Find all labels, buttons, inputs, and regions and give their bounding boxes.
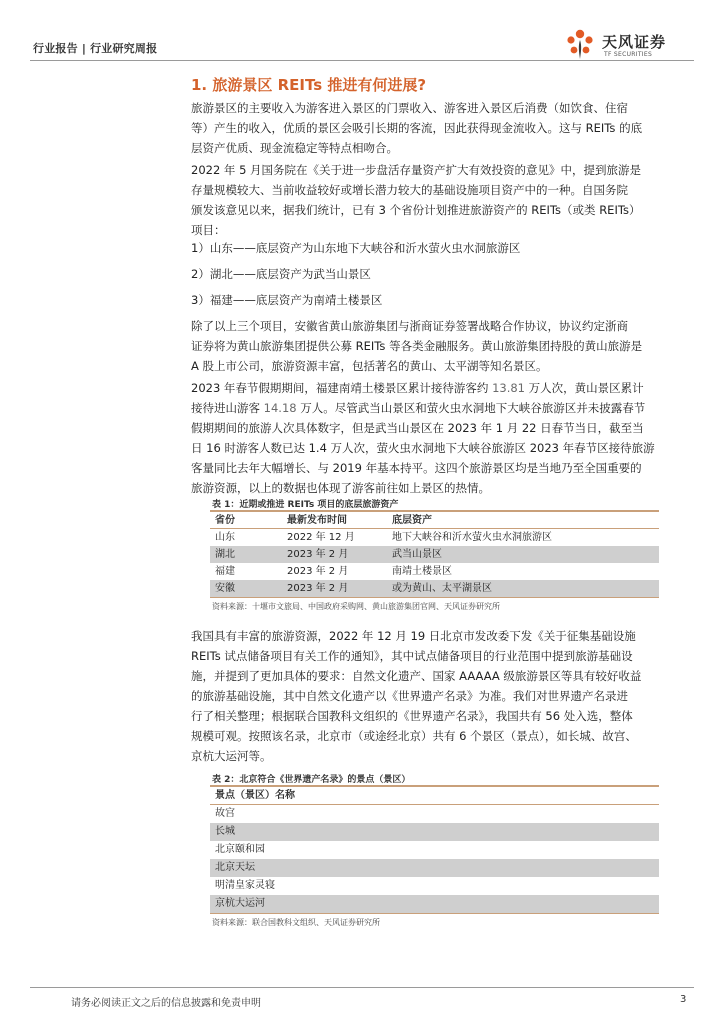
visitor-count-value: 14.18 — [263, 401, 297, 415]
list-item: 2）湖北——底层资产为武当山景区 — [191, 267, 371, 281]
list-item: 3）福建——底层资产为南靖土楼景区 — [191, 293, 383, 307]
table-row — [210, 841, 659, 859]
paragraph-beijing — [191, 626, 695, 766]
paragraph-policy — [191, 160, 695, 240]
table-row — [210, 580, 659, 597]
header-divider — [30, 60, 694, 61]
footer-divider — [30, 987, 694, 988]
text-line: 证券将为黄山旅游集团提供公募 REITs 等各类金融服务。黄山旅游集团持股的黄山旅游是 — [191, 339, 643, 353]
table-cell: 2022 年 12 月 — [287, 532, 355, 543]
paragraph-spring-festival — [191, 378, 695, 498]
text-line: 层资产优质、现金流稳定等特点相吻合。 — [191, 141, 398, 155]
text-line: 行了相关整理；根据联合国教科文组织的《世界遗产名录》，我国共有 56 处入选，整体 — [191, 709, 633, 723]
paragraph-anhui — [191, 316, 695, 376]
table-row — [210, 546, 659, 563]
text-line: 客量同比去年大幅增长、与 2019 年基本持平。这四个旅游景区均是当地乃至全国重要的 — [191, 461, 642, 475]
table-cell: 地下大峡谷和沂水萤火虫水洞旅游区 — [392, 532, 552, 543]
text-line: 施，并提到了更加具体的要求：自然文化遗产、国家 AAAAA 级旅游景区等具有较好收益 — [191, 669, 642, 683]
table-row — [210, 805, 659, 823]
text-line: 规模可观。按照该名录，北京市（或途经北京）共有 6 个景区（景点），如长城、故宫、 — [191, 729, 637, 743]
section-heading: 1. 旅游景区 REITs 推进有何进展? — [191, 76, 427, 94]
column-header: 景点（景区）名称 — [215, 790, 295, 801]
table-row — [210, 877, 659, 895]
table-row — [210, 859, 659, 877]
table-cell: 2023 年 2 月 — [287, 566, 349, 577]
text-line: 2023 年春节假期期间，福建南靖土楼景区累计接待游客约 13.81 万人次，黄山景区累计 — [191, 381, 644, 395]
table-cell: 明清皇家灵寝 — [215, 880, 275, 891]
breadcrumb: 行业报告 | 行业研究周报 — [33, 42, 158, 55]
table-cell: 湖北 — [215, 549, 235, 560]
table1-source: 资料来源：十堰市文旅局、中国政府采购网、黄山旅游集团官网、天风证券研究所 — [212, 602, 500, 611]
table-cell: 福建 — [215, 566, 235, 577]
text-line: 除了以上三个项目，安徽省黄山旅游集团与浙商证券签署战略合作协议，协议约定浙商 — [191, 319, 628, 333]
table-cell: 安徽 — [215, 583, 235, 594]
column-header: 省份 — [215, 515, 235, 526]
text-line: 的旅游基础设施，其中自然文化遗产以《世界遗产名录》为准。我们对世界遗产名录进 — [191, 689, 628, 703]
page-number: 3 — [680, 994, 687, 1005]
column-header: 最新发布时间 — [287, 515, 347, 526]
table-cell: 京杭大运河 — [215, 898, 265, 909]
table-cell: 2023 年 2 月 — [287, 549, 349, 560]
footer-disclaimer: 请务必阅读正文之后的信息披露和免责申明 — [71, 998, 261, 1009]
table2-header-row — [210, 787, 659, 804]
text-line: 我国具有丰富的旅游资源，2022 年 12 月 19 日北京市发改委下发《关于征集基础设施 — [191, 629, 636, 643]
table-row — [210, 895, 659, 913]
table-cell: 武当山景区 — [392, 549, 442, 560]
table1-caption: 表 1：近期或推进 REITs 项目的底层旅游资产 — [212, 500, 399, 510]
flower-logo-icon — [562, 26, 598, 62]
table-cell: 南靖土楼景区 — [392, 566, 452, 577]
text-line: 存量规模较大、当前收益较好或增长潜力较大的基础设施项目资产中的一种。自国务院 — [191, 183, 628, 197]
column-header: 底层资产 — [392, 515, 432, 526]
text-line: 等）产生的收入，优质的景区会吸引长期的客流，因此获得现金流收入。这与 REITs 的底 — [191, 121, 643, 135]
table-cell: 山东 — [215, 532, 235, 543]
text-line: 假期期间的旅游人次具体数字，但是武当山景区在 2023 年 1 月 22 日春节当日，截至当 — [191, 421, 644, 435]
text-line: 旅游景区的主要收入为游客进入景区的门票收入、游客进入景区后消费（如饮食、住宿 — [191, 101, 628, 115]
table2-caption: 表 2：北京符合《世界遗产名录》的景点（景区） — [212, 775, 411, 785]
table-cell: 长城 — [215, 826, 235, 837]
text-line: 京杭大运河等。 — [191, 749, 272, 763]
table-cell: 北京颐和园 — [215, 844, 265, 855]
brand-logo — [562, 26, 702, 62]
table-cell: 2023 年 2 月 — [287, 583, 349, 594]
table-row — [210, 529, 659, 546]
text-line: REITs 试点储备项目有关工作的通知》，其中试点储备项目的行业范围中提到旅游基础设 — [191, 649, 633, 663]
table-row — [210, 823, 659, 841]
text-line: 旅游资源，以上的数据也体现了游客前往如上景区的热情。 — [191, 481, 490, 495]
table-cell: 北京天坛 — [215, 862, 255, 873]
text-line: 颁发该意见以来，据我们统计，已有 3 个省份计划推进旅游资产的 REITs（或类 REITs） — [191, 203, 641, 217]
text-line: 2022 年 5 月国务院在《关于进一步盘活存量资产扩大有效投资的意见》中，提到旅游是 — [191, 163, 642, 177]
list-item: 1）山东——底层资产为山东地下大峡谷和沂水萤火虫水洞旅游区 — [191, 241, 521, 255]
table-cell: 故宫 — [215, 808, 235, 819]
table2-bottom-rule — [210, 913, 659, 914]
table2-source: 资料来源：联合国教科文组织、天风证券研究所 — [212, 918, 380, 927]
logo-text: 天风证券 — [602, 33, 667, 51]
text-line: 项目： — [191, 223, 226, 237]
table1-header-row — [210, 512, 659, 529]
visitor-count-value: 13.81 — [492, 381, 526, 395]
paragraph-intro — [191, 98, 695, 158]
text-line: A 股上市公司，旅游资源丰富，包括著名的黄山、太平湖等知名景区。 — [191, 359, 548, 373]
table-cell: 或为黄山、太平湖景区 — [392, 583, 492, 594]
table-row — [210, 563, 659, 580]
text-line: 日 16 时游客人数已达 1.4 万人次，萤火虫水洞地下大峡谷旅游区 2023 年春节区接待旅游 — [191, 441, 655, 455]
table1-bottom-rule — [210, 597, 659, 598]
logo-english-text: TF SECURITIES — [604, 51, 653, 58]
text-line: 接待进山游客 14.18 万人。尽管武当山景区和萤火虫水洞地下大峡谷旅游区并未披露春节 — [191, 401, 646, 415]
